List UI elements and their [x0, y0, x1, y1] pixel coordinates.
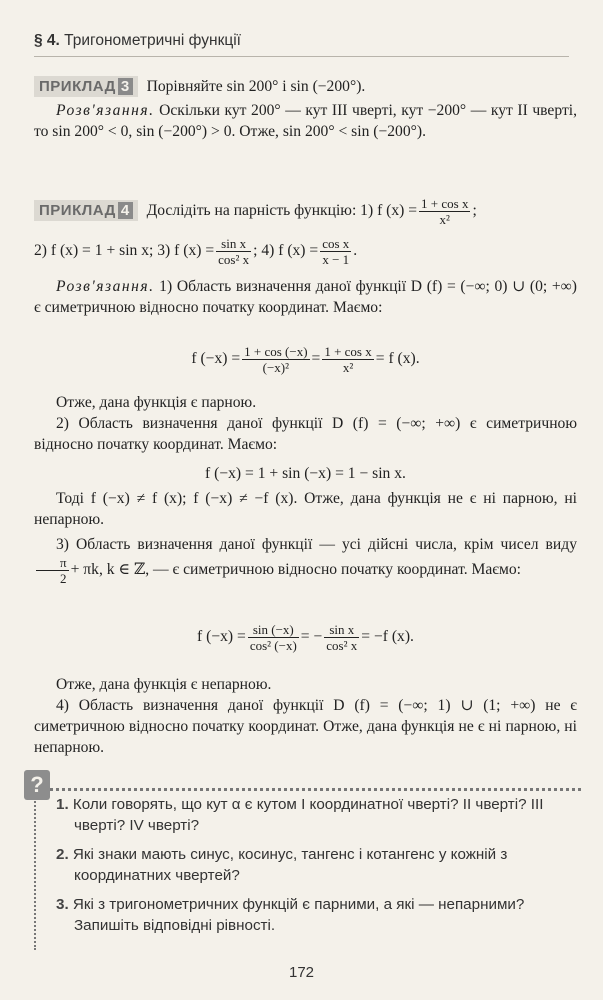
questions-divider: [44, 788, 581, 791]
fraction-f4: $\frac{\text{cos x}}{x - 1}$: [322, 236, 350, 267]
conclusion-2: Тоді f (−x) ≠ f (x); f (−x) ≠ −f (x). Отже, дана функція не є ні парною, ні непарною.: [34, 490, 577, 528]
conclusion-3: Отже, дана функція є непарною.: [56, 676, 272, 693]
question-1: 1. Коли говорять, що кут α є кутом I координатної чверті? II чверті? III чверті? IV чверті?: [56, 796, 544, 834]
fraction-f1: $\frac{\text{1 + cos x}}{\text{x²}}$: [421, 196, 469, 227]
solution-part-3: 3) Область визначення даної функції — усі дійсні числа, крім чисел виду $\frac{\pi}{2}$ + πk, k ∈ ℤ, — є симетричною відносно початку координат. Маємо:: [34, 534, 577, 586]
equation-2: f (−x) = 1 + sin (−x) = 1 − sin x.: [205, 465, 406, 482]
solution-part-2: 2) Область визначення даної функції D (f) = (−∞; +∞) є симетричною відносно початку координат. Маємо:: [34, 415, 577, 453]
conclusion-1: Отже, дана функція є парною.: [56, 394, 257, 411]
equation-1: f (−x) = $\frac{1 + \cos (-x)}{\text{(−x)²}}$ = $\frac{\text{1 + cos x}}{\text{x²}}$ = f (x).: [191, 344, 420, 375]
example-4-functions: 2) f (x) = 1 + sin x; 3) f (x) = $\frac{\text{sin x}}{\text{cos² x}}$ ; 4) f (x) = $\frac{\text{cos x}}{x - 1}$ .: [34, 236, 358, 267]
example-4-task: ПРИКЛАД 4 Дослідіть на парність функцію: 1) f (x) = $\frac{\text{1 + cos x}}{\text{x²}}$ ;: [34, 196, 577, 227]
review-questions: [30, 770, 581, 950]
example-4-label: ПРИКЛАД 4: [34, 200, 138, 221]
example-3-solution: Розв'язання. Оскільки кут 200° — кут III чверті, кут −200° — кут II чверті, то sin 200° < 0, sin (−200°) > 0. Отже, sin 200° < sin (−200°).: [34, 102, 577, 140]
solution-part-1: Розв'язання. 1) Область визначення даної функції D (f) = (−∞; 0) ∪ (0; +∞) є симетричною відносно початку координат. Маємо:: [34, 278, 577, 316]
example-3-task: Порівняйте sin 200° і sin (−200°).: [146, 78, 366, 95]
example-3-label: ПРИКЛАД 3: [34, 76, 138, 97]
fraction-f3: $\frac{\text{sin x}}{\text{cos² x}}$: [218, 236, 250, 267]
running-header: [34, 32, 569, 57]
question-2: 2. Які знаки мають синус, косинус, тангенс і котангенс у кожній з координатних чвертей?: [56, 846, 508, 884]
equation-3: f (−x) = $\frac{\sin (-x)}{\text{cos² (−x)}}$ = − $\frac{\text{sin x}}{\text{cos² x}}$ = −f (x).: [197, 622, 414, 653]
example-3: [34, 76, 577, 142]
page-number: 172: [288, 964, 315, 981]
section-number: § 4.: [34, 32, 60, 49]
question-mark-icon: ?: [24, 770, 50, 800]
solution-part-4: 4) Область визначення даної функції D (f) = (−∞; 1) ∪ (1; +∞) не є симетричною відносно початку координат. Отже, дана функція не є ні парною, ні непарною.: [34, 697, 577, 756]
solution-word: Розв'язання.: [56, 102, 155, 119]
question-3: 3. Які з тригонометричних функцій є парними, а які — непарними? Запишіть відповідні рівності.: [56, 896, 525, 934]
section-title: Тригонометричні функції: [64, 32, 241, 49]
